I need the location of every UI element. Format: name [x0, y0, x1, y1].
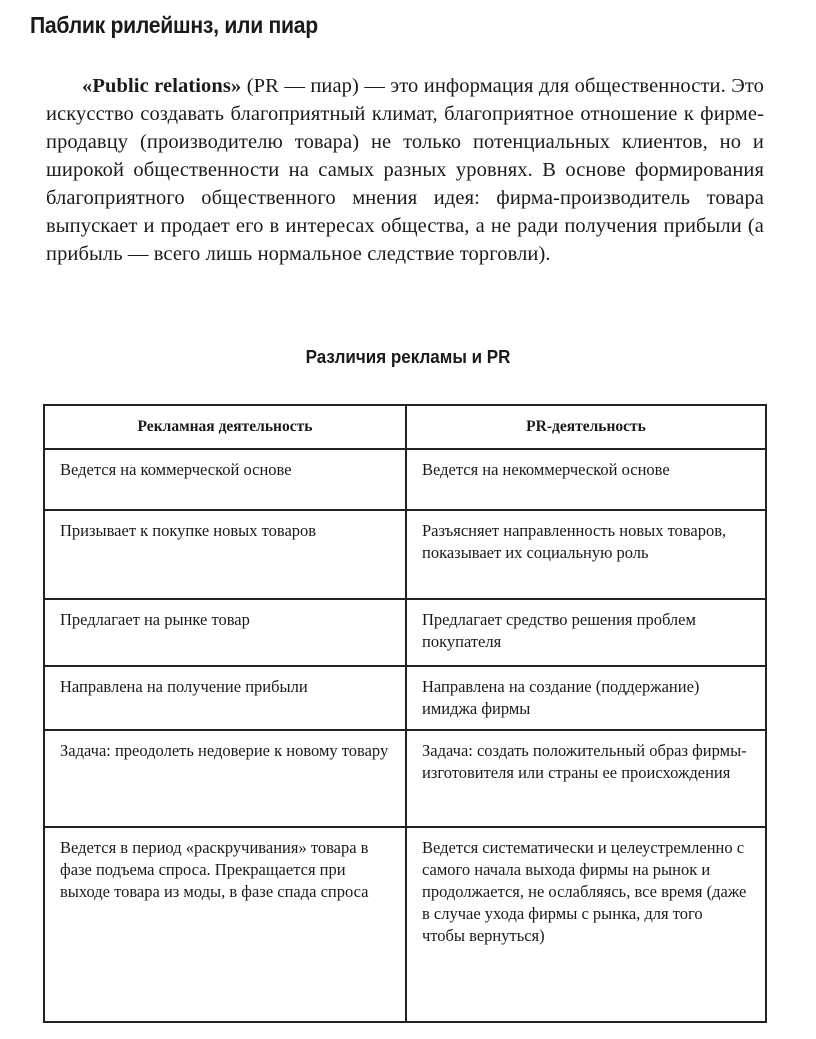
pr-cell: Ведется систематически и целеустремленно с самого начала выхода фирмы на рынок и продолжается, не ослабляясь, все время (даже в случае ухода фирмы с рынка, для того чтобы вернуться): [406, 827, 766, 1022]
pr-cell: Ведется на некоммерческой основе: [406, 449, 766, 510]
table-row: [44, 449, 766, 510]
comparison-table: [43, 404, 767, 1023]
table-header-row: [44, 405, 766, 449]
table-row: [44, 730, 766, 827]
pr-cell: Предлагает средство решения проблем покупателя: [406, 599, 766, 666]
pr-term: «Public relations»: [82, 75, 242, 97]
pr-cell: Задача: создать положительный образ фирмы-изготовителя или страны ее происхождения: [406, 730, 766, 827]
pr-cell: Разъясняет направленность новых товаров, показывает их социальную роль: [406, 510, 766, 599]
intro-text: (PR — пиар) — это информация для общественности. Это искусство создавать благоприятный климат, благоприятное отношение к фирме-продавцу (производителю товара) не только потенциальных клиентов, но и широкой общественности на самых разных уровнях. В основе формирования благоприятного общественного мнения идея: фирма-производитель товара выпускает и продает его в интересах общества, а не ради получения прибыли (а прибыль — всего лишь нормальное следствие торговли).: [46, 75, 764, 265]
table-row: [44, 666, 766, 730]
table-row: [44, 599, 766, 666]
advertising-cell: Задача: преодолеть недоверие к новому товару: [44, 730, 406, 827]
table-row: [44, 510, 766, 599]
table-row: [44, 827, 766, 1022]
header-advertising: Рекламная деятельность: [44, 405, 406, 449]
pr-cell: Направлена на создание (поддержание) имиджа фирмы: [406, 666, 766, 730]
advertising-cell: Предлагает на рынке товар: [44, 599, 406, 666]
section-heading: Паблик рилейшнз, или пиар: [30, 12, 318, 38]
intro-paragraph: [46, 72, 764, 268]
advertising-cell: Ведется в период «раскручивания» товара в фазе подъема спроса. Прекращается при выходе товара из моды, в фазе спада спроса: [44, 827, 406, 1022]
header-pr: PR-деятельность: [406, 405, 766, 449]
advertising-cell: Ведется на коммерческой основе: [44, 449, 406, 510]
table-title: Различия рекламы и PR: [305, 346, 511, 367]
advertising-cell: Направлена на получение прибыли: [44, 666, 406, 730]
advertising-cell: Призывает к покупке новых товаров: [44, 510, 406, 599]
